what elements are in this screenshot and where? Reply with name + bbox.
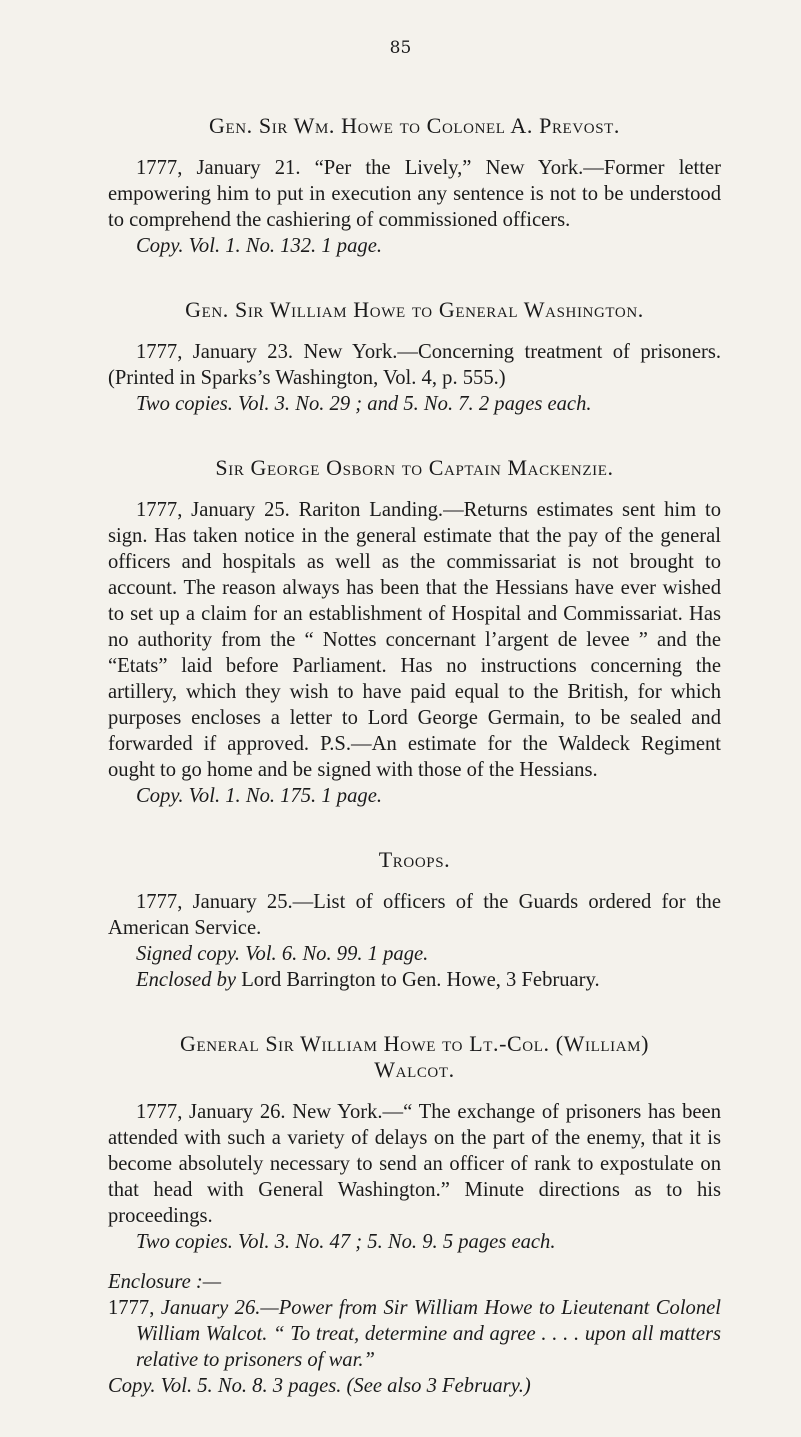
entry-heading: Gen. Sir Wm. Howe to Colonel A. Prevost. bbox=[209, 113, 620, 138]
enclosure-citation: Copy. Vol. 5. No. 8. 3 pages. (See also 3 February.) bbox=[108, 1375, 531, 1397]
entry-citation: Signed copy. Vol. 6. No. 99. 1 page. bbox=[136, 943, 429, 965]
enclosure-label: Enclosure :— bbox=[108, 1271, 222, 1293]
entry-osborn-mackenzie bbox=[0, 455, 801, 809]
enclosure-text: January 26.—Power from Sir William Howe to Lieutenant Colonel William Walcot. “ To treat, determine and agree . . . . upon all matters relative to prisoners of war.” bbox=[136, 1297, 722, 1371]
entry-body: 1777, January 25. Rariton Landing.—Returns estimates sent him to sign. Has taken notice in the general estimate that the pay of the general officers and hospitals as well as the commissariat is not brought to account. The reason always has been that the Hessians have ever wished to set up a claim for an establishment of Hospital and Commissariat. Has no authority from the “ Nottes concernant l’argent de levee ” and the “Etats” laid before Parliament. Has no instructions concerning the artillery, which they wish to have paid equal to the British, for which purposes encloses a letter to Lord George Germain, to be sealed and forwarded if approved. P.S.—An estimate for the Waldeck Regiment ought to go home and be signed with those of the Hessians. bbox=[108, 499, 721, 781]
entry-body: 1777, January 23. New York.—Concerning treatment of prisoners. (Printed in Sparks’s Washington, Vol. 4, p. 555.) bbox=[108, 341, 721, 389]
enclosed-by-prefix: Enclosed by bbox=[136, 969, 237, 991]
entry-citation: Two copies. Vol. 3. No. 47 ; 5. No. 9. 5 pages each. bbox=[136, 1231, 556, 1253]
entry-heading: Troops. bbox=[378, 847, 451, 872]
entry-citation: Copy. Vol. 1. No. 132. 1 page. bbox=[136, 235, 382, 257]
entry-troops bbox=[0, 847, 801, 993]
page-number: 85 bbox=[389, 38, 412, 58]
entry-body: 1777, January 25.—List of officers of the Guards ordered for the American Service. bbox=[108, 891, 721, 939]
enclosed-by-text: Lord Barrington to Gen. Howe, 3 February. bbox=[236, 969, 600, 991]
entry-howe-walcot bbox=[0, 1031, 801, 1399]
entry-body: 1777, January 21. “Per the Lively,” New York.—Former letter empowering him to put in execution any sentence is not to be understood to comprehend the cashiering of commissioned officers. bbox=[108, 157, 721, 231]
calendar-entries bbox=[0, 113, 801, 1437]
entry-heading: General Sir William Howe to Lt.-Col. (William) Walcot. bbox=[180, 1031, 649, 1082]
entry-citation: Copy. Vol. 1. No. 175. 1 page. bbox=[136, 785, 382, 807]
entry-howe-washington bbox=[0, 297, 801, 417]
entry-heading: Sir George Osborn to Captain Mackenzie. bbox=[215, 455, 614, 480]
entry-body: 1777, January 26. New York.—“ The exchange of prisoners has been attended with such a variety of delays on the part of the enemy, that it is become absolutely necessary to send an officer of rank to expostulate on that head with General Washington.” Minute directions as to his proceedings. bbox=[108, 1101, 721, 1227]
entry-howe-prevost bbox=[0, 113, 801, 259]
enclosure-body bbox=[108, 1295, 721, 1373]
entry-heading: Gen. Sir William Howe to General Washington. bbox=[185, 297, 644, 322]
enclosure-date: 1777, bbox=[108, 1297, 161, 1319]
enclosed-by-note bbox=[108, 967, 721, 993]
entry-citation: Two copies. Vol. 3. No. 29 ; and 5. No. 7. 2 pages each. bbox=[136, 393, 592, 415]
